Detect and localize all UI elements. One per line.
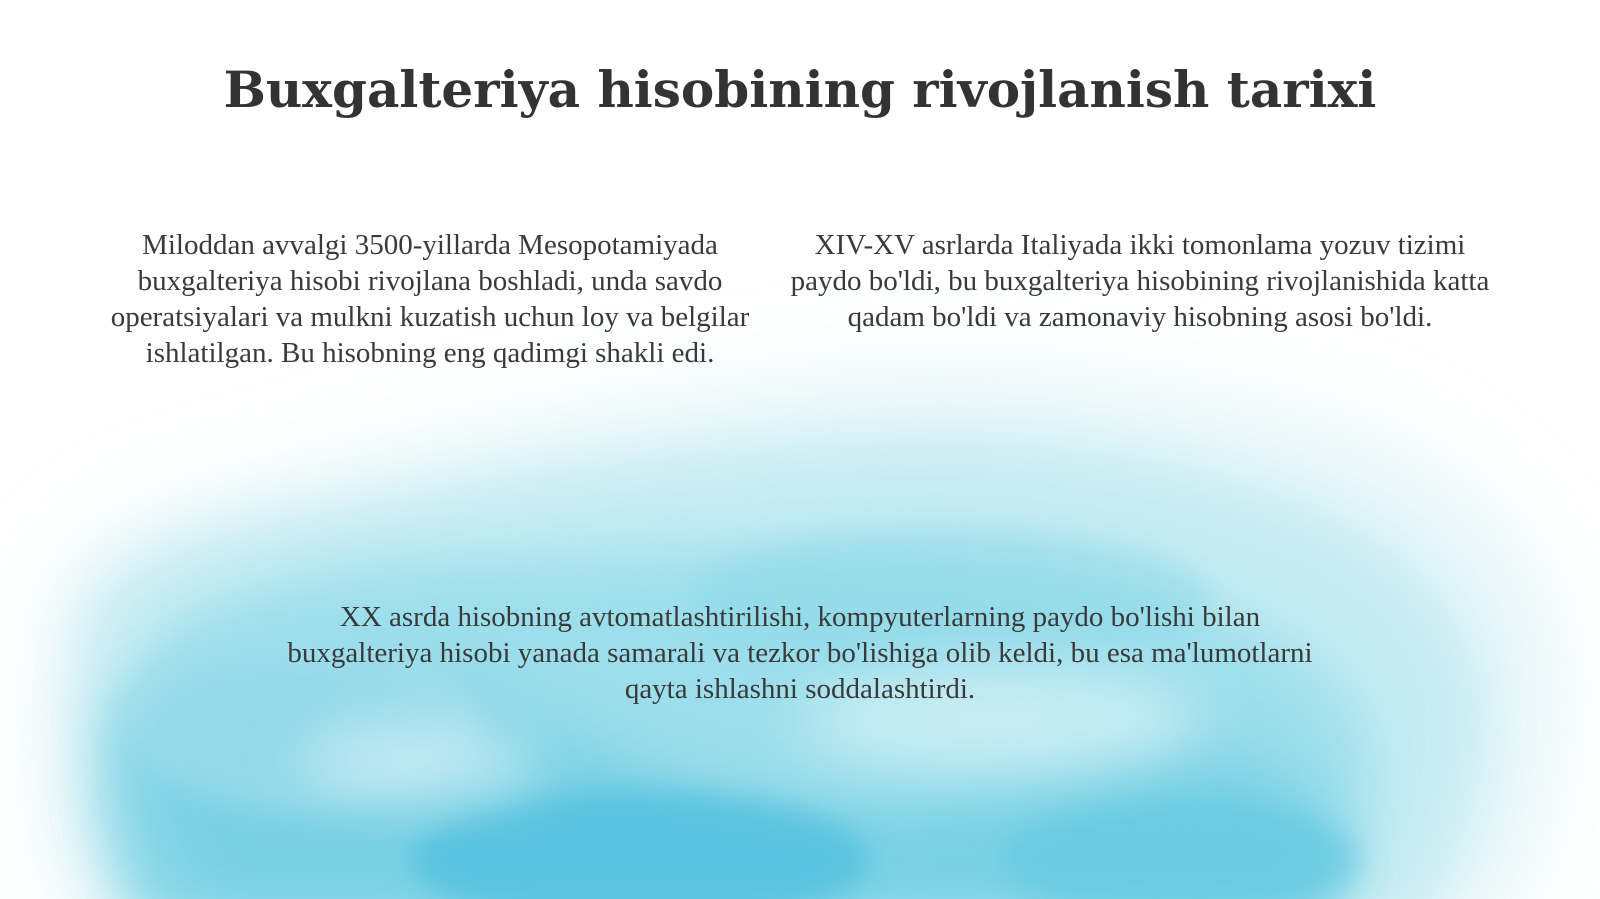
text-block-italy: XIV-XV asrlarda Italiyada ikki tomonlama yozuv tizimi paydo bo'ldi, bu buxgalteriya hisobining rivojlanishida katta qadam bo'ldi va zamonaviy hisobning asosi bo'ldi. <box>790 229 1490 333</box>
text-block-20th-century: XX asrda hisobning avtomatlashtirilishi, kompyuterlarning paydo bo'lishi bilan buxgalteriya hisobi yanada samarali va tezkor bo'lishiga olib keldi, bu esa ma'lumotlarni qayta ishlashni soddalashtirdi. <box>287 601 1313 705</box>
slide-title: Buxgalteriya hisobining rivojlanish tarixi <box>223 60 1377 119</box>
text-block-mesopotamia: Miloddan avvalgi 3500-yillarda Mesopotamiyada buxgalteriya hisobi rivojlana boshladi, unda savdo operatsiyalari va mulkni kuzatish uchun loy va belgilar ishlatilgan. Bu hisobning eng qadimgi shakli edi. <box>110 229 750 369</box>
